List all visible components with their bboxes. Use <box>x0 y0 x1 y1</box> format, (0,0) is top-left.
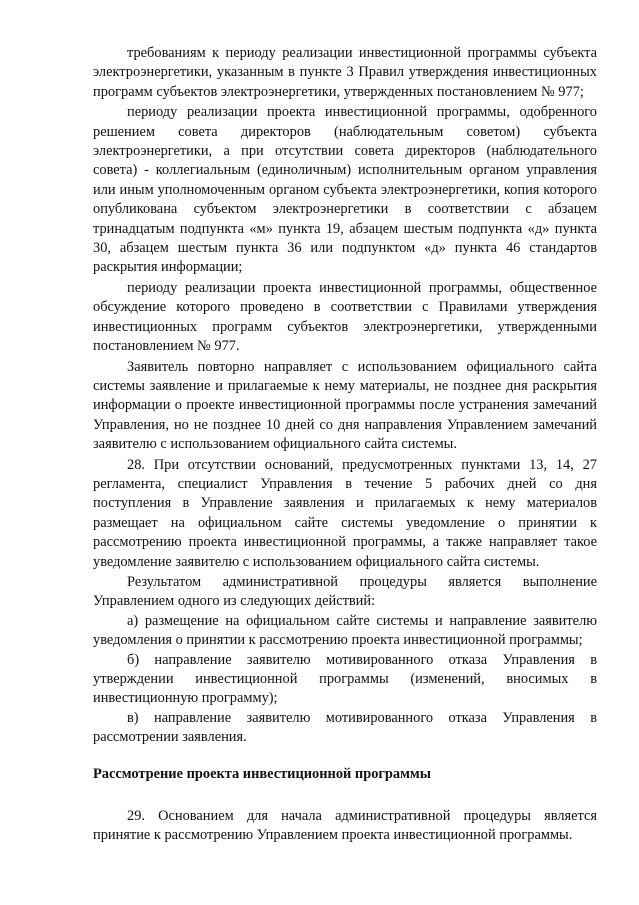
paragraph-item-28: 28. При отсутствии оснований, предусмотренных пунктами 13, 14, 27 регламента, специалист Управления в течение 5 рабочих дней со дня поступления в Управление заявления и прилагаемых к нему материалов размещает на официальном сайте системы уведомление о принятии к рассмотрению проекта инвестиционной программы, а также направляет такое уведомление заявителю с использованием официального сайта системы. <box>93 456 597 570</box>
document-body <box>93 44 597 846</box>
paragraph-board-approved-period: периоду реализации проекта инвестиционной программы, одобренного решением совета директоров (наблюдательным советом) субъекта электроэнергетики, а при отсутствии совета директоров (наблюдательного совета) - коллегиальным (единоличным) исполнительным органом управления или иным уполномоченным органом субъекта электроэнергетики, копия которого опубликована субъектом электроэнергетики в соответствии с абзацем тринадцатым подпункта «м» пункта 19, абзацем шестым подпункта «д» пункта 30, абзацем шестым пункта 36 или подпунктом «д» пункта 46 стандартов раскрытия информации; <box>93 104 597 276</box>
section-heading: Рассмотрение проекта инвестиционной программы <box>93 765 431 782</box>
paragraph-investment-period-requirements: требованиям к периоду реализации инвестиционной программы субъекта электроэнергетики, указанным в пункте 3 Правил утверждения инвестиционных программ субъектов электроэнергетики, утвержденных постановлением № 977; <box>93 45 597 100</box>
paragraph-item-29: 29. Основанием для начала административной процедуры является принятие к рассмотрению Управлением проекта инвестиционной программы. <box>93 808 597 844</box>
paragraph-result-option-c: в) направление заявителю мотивированного отказа Управления в рассмотрении заявления. <box>93 709 597 746</box>
paragraph-result-option-b: б) направление заявителю мотивированного отказа Управления в утверждении инвестиционной программы (изменений, вносимых в инвестиционную программу); <box>93 651 597 707</box>
paragraph-public-discussion-period: периоду реализации проекта инвестиционной программы, общественное обсуждение которого проведено в соответствии с Правилами утверждения инвестиционных программ субъектов электроэнергетики, утвержденными постановлением № 977. <box>93 279 597 355</box>
paragraph-resubmission: Заявитель повторно направляет с использованием официального сайта системы заявление и прилагаемые к нему материалы, не позднее дня раскрытия информации о проекте инвестиционной программы после устранения замечаний Управления, но не позднее 10 дней со дня направления Управлением замечаний заявителю с использованием официального сайта системы. <box>93 358 597 453</box>
paragraph-result-option-a: а) размещение на официальном сайте системы и направление заявителю уведомления о принятии к рассмотрению проекта инвестиционной программы; <box>93 612 597 649</box>
paragraph-procedure-result: Результатом административной процедуры является выполнение Управлением одного из следующих действий: <box>93 573 597 610</box>
